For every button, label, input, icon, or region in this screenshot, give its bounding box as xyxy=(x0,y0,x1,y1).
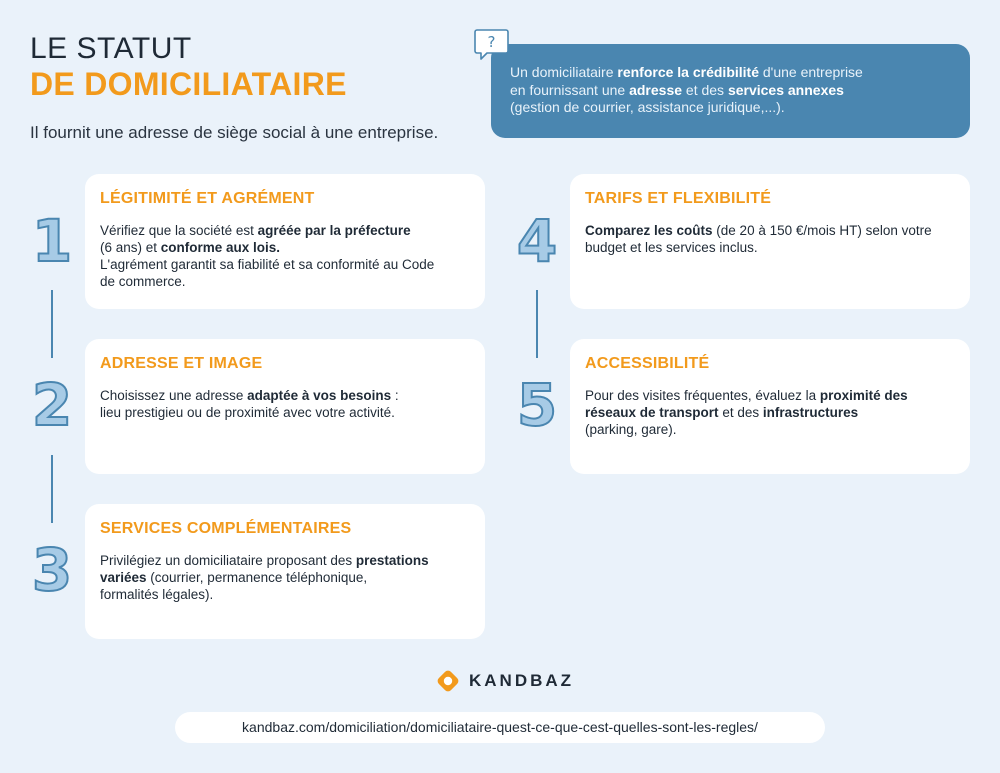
step-card-1 xyxy=(85,174,485,309)
step-number-3: 3 xyxy=(31,536,73,604)
page-title-line2: DE DOMICILIATAIRE xyxy=(30,66,347,102)
step-number-2: 2 xyxy=(31,371,73,439)
step-title-5: ACCESSIBILITÉ xyxy=(585,355,710,372)
kandbaz-logo-icon xyxy=(436,669,460,693)
step-title-1: LÉGITIMITÉ ET AGRÉMENT xyxy=(100,190,315,207)
step-number-1: 1 xyxy=(31,207,73,275)
step-card-2 xyxy=(85,339,485,474)
source-url[interactable]: kandbaz.com/domiciliation/domiciliataire-quest-ce-que-cest-quelles-sont-les-regles/ xyxy=(175,712,825,743)
svg-text:?: ? xyxy=(487,33,496,51)
step-text-4: Comparez les coûts (de 20 à 150 €/mois HT) selon votre budget et les services inclus. xyxy=(585,223,932,255)
step-title-2: ADRESSE ET IMAGE xyxy=(100,355,263,372)
callout-line-1: Un domiciliataire renforce la crédibilité d'une entreprise xyxy=(510,64,863,80)
connector-2-3 xyxy=(51,455,53,523)
step-card-3 xyxy=(85,504,485,639)
callout-line-2: en fournissant une adresse et des services annexes xyxy=(510,81,844,98)
brand-name: KANDBAZ xyxy=(469,671,575,690)
step-text-5: Pour des visites fréquentes, évaluez la proximité des réseaux de transport et des infrastructures (parking, gare). xyxy=(585,388,908,437)
callout-line-3: (gestion de courrier, assistance juridique,...). xyxy=(510,99,785,115)
step-card-5 xyxy=(570,339,970,474)
connector-4-5 xyxy=(536,290,538,358)
step-text-1: Vérifiez que la société est agréée par la préfecture (6 ans) et conforme aux lois. L'agrément garantit sa fiabilité et sa conformité au Code de commerce. xyxy=(100,223,435,289)
step-number-4: 4 xyxy=(516,207,558,275)
step-number-5: 5 xyxy=(516,371,558,439)
page-title-line1: LE STATUT xyxy=(30,32,192,65)
page-subtitle: Il fournit une adresse de siège social à une entreprise. xyxy=(30,123,439,142)
step-title-4: TARIFS ET FLEXIBILITÉ xyxy=(585,190,772,207)
step-title-3: SERVICES COMPLÉMENTAIRES xyxy=(100,520,352,537)
kandbaz-logo[interactable] xyxy=(436,669,574,693)
step-text-2: Choisissez une adresse adaptée à vos besoins : lieu prestigieu ou de proximité avec votre activité. xyxy=(100,388,399,420)
step-text-3: Privilégiez un domiciliataire proposant des prestations variées (courrier, permanence téléphonique, formalités légales). xyxy=(100,553,429,602)
definition-callout xyxy=(491,44,970,138)
step-card-4 xyxy=(570,174,970,309)
speech-bubble-question-icon xyxy=(473,27,511,63)
connector-1-2 xyxy=(51,290,53,358)
